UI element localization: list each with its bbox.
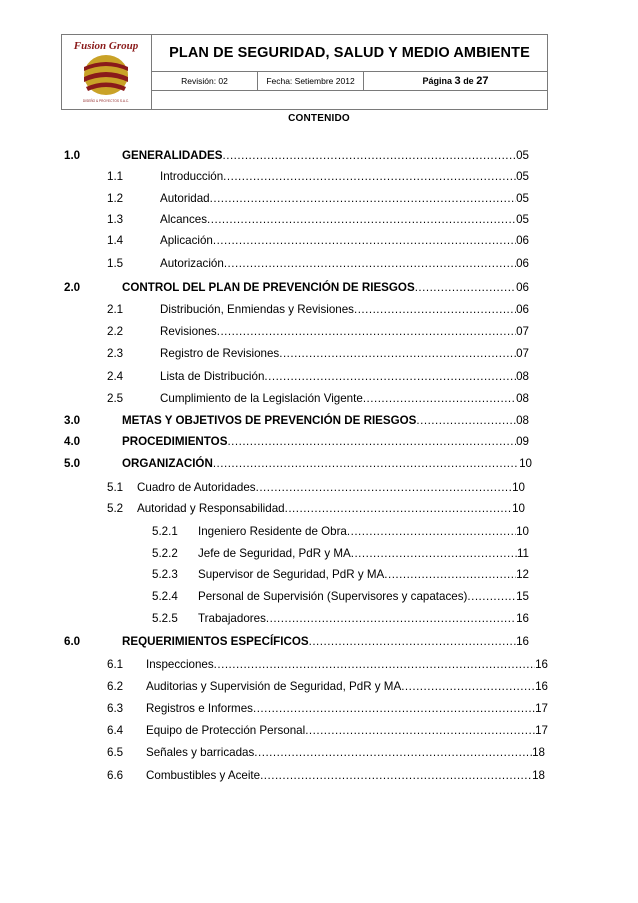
toc-entry: [0, 369, 638, 385]
toc-entry: [0, 524, 638, 540]
toc-entry-line: [198, 524, 529, 540]
toc-entry: [0, 567, 638, 583]
toc-entry-title: Autoridad: [160, 192, 210, 205]
toc-entry-title: Autoridad y Responsabilidad: [137, 502, 285, 515]
toc-entry-title: Alcances: [160, 213, 208, 226]
toc-entry-title: Combustibles y Aceite: [146, 769, 261, 782]
toc-entry-line: [198, 589, 529, 605]
toc-entry: [0, 546, 638, 562]
toc-entry: [0, 611, 638, 627]
toc-dot-leader: [347, 524, 516, 540]
page-number: 3: [454, 75, 461, 87]
toc-dot-leader: [416, 413, 516, 429]
toc-dot-leader: [223, 148, 517, 164]
toc-entry-line: [137, 501, 525, 517]
toc-entry-line: [198, 611, 529, 627]
toc-entry-page: 10: [512, 502, 525, 515]
toc-entry-title: Cumplimiento de la Legislación Vigente: [160, 392, 363, 405]
toc-entry: [0, 679, 638, 695]
toc-dot-leader: [351, 546, 517, 562]
toc-entry-line: [146, 768, 545, 784]
toc-entry-line: [160, 191, 529, 207]
toc-entry-line: [122, 148, 529, 164]
toc-entry-title: Lista de Distribución: [160, 370, 265, 383]
toc-entry-title: Trabajadores: [198, 612, 266, 625]
toc-entry-line: [160, 302, 529, 318]
header-meta-row: [152, 72, 547, 91]
toc-entry-title: Inspecciones: [146, 658, 214, 671]
page-label: Página: [422, 76, 453, 86]
toc-entry-line: [122, 456, 532, 472]
toc-entry-page: 08: [516, 370, 529, 383]
toc-dot-leader: [224, 256, 516, 272]
toc-entry-page: 10: [512, 481, 525, 494]
toc-entry-title: PROCEDIMIENTOS: [122, 435, 228, 448]
toc-entry-page: 10: [519, 457, 532, 470]
toc-dot-leader: [253, 701, 535, 717]
toc-entry-page: 16: [516, 612, 529, 625]
toc-dot-leader: [254, 745, 532, 761]
toc-dot-leader: [415, 280, 516, 296]
toc-entry-number: 6.1: [107, 658, 124, 671]
toc-entry: [0, 391, 638, 407]
toc-entry-title: Supervisor de Seguridad, PdR y MA: [198, 568, 385, 581]
toc-entry: [0, 324, 638, 340]
toc-entry-page: 17: [535, 724, 548, 737]
toc-entry-title: Autorización: [160, 257, 224, 270]
toc-entry-page: 06: [516, 303, 529, 316]
toc-entry: [0, 346, 638, 362]
toc-entry-number: 3.0: [64, 414, 81, 427]
toc-entry-page: 16: [535, 680, 548, 693]
toc-entry-title: Jefe de Seguridad, PdR y MA: [198, 547, 351, 560]
toc-entry-page: 18: [532, 769, 545, 782]
toc-entry-page: 17: [535, 702, 548, 715]
toc-dot-leader: [384, 567, 516, 583]
toc-entry-line: [160, 324, 529, 340]
toc-entry-number: 6.3: [107, 702, 124, 715]
toc-entry-number: 1.1: [107, 170, 124, 183]
toc-entry-title: GENERALIDADES: [122, 149, 223, 162]
toc-entry-page: 16: [516, 635, 529, 648]
toc-entry-page: 16: [535, 658, 548, 671]
toc-entry-page: 06: [516, 234, 529, 247]
toc-dot-leader: [266, 611, 516, 627]
toc-entry-number: 2.3: [107, 347, 124, 360]
toc-entry: [0, 169, 638, 185]
toc-entry-number: 5.2.2: [152, 547, 178, 560]
toc-entry-number: 6.6: [107, 769, 124, 782]
toc-dot-leader: [223, 169, 516, 185]
toc-entry-line: [160, 256, 529, 272]
toc-dot-leader: [214, 657, 535, 673]
document-header: [61, 34, 548, 110]
toc-entry-number: 5.2.4: [152, 590, 178, 603]
toc-dot-leader: [256, 480, 512, 496]
toc-entry-page: 08: [516, 414, 529, 427]
date-label: Fecha: Setiembre 2012: [258, 72, 364, 90]
toc-entry-line: [122, 634, 529, 650]
toc-entry: [0, 256, 638, 272]
toc-entry-line: [160, 169, 529, 185]
toc-entry-title: Cuadro de Autoridades: [137, 481, 256, 494]
toc-entry-line: [198, 546, 529, 562]
toc-dot-leader: [401, 679, 535, 695]
toc-entry-page: 15: [516, 590, 529, 603]
toc-entry: [0, 233, 638, 249]
toc-entry-line: [160, 369, 529, 385]
toc-entry-number: 5.2.1: [152, 525, 178, 538]
toc-entry-line: [146, 723, 548, 739]
toc-entry-line: [146, 701, 548, 717]
toc-entry-line: [122, 280, 529, 296]
toc-entry: [0, 456, 638, 472]
toc-dot-leader: [467, 589, 516, 605]
toc-entry-page: 05: [516, 192, 529, 205]
toc-entry-page: 10: [516, 525, 529, 538]
toc-entry-line: [160, 346, 529, 362]
toc-entry-title: Distribución, Enmiendas y Revisiones: [160, 303, 354, 316]
toc-entry: [0, 480, 638, 496]
toc-entry-title: Auditorias y Supervisión de Seguridad, PdR y MA: [146, 680, 402, 693]
toc-entry-title: Ingeniero Residente de Obra: [198, 525, 347, 538]
toc-entry-number: 2.4: [107, 370, 124, 383]
toc-entry-number: 2.2: [107, 325, 124, 338]
fusion-group-logo-icon: [62, 35, 150, 109]
toc-entry-number: 1.2: [107, 192, 124, 205]
toc-entry: [0, 212, 638, 228]
toc-entry-page: 05: [516, 149, 529, 162]
toc-entry-number: 5.2.5: [152, 612, 178, 625]
toc-dot-leader: [363, 391, 516, 407]
toc-entry: [0, 589, 638, 605]
toc-entry-title: Aplicación: [160, 234, 213, 247]
toc-dot-leader: [227, 434, 516, 450]
toc-entry-title: Equipo de Protección Personal: [146, 724, 306, 737]
toc-entry-title: ORGANIZACIÓN: [122, 457, 213, 470]
toc-entry-number: 1.3: [107, 213, 124, 226]
toc-entry-page: 18: [532, 746, 545, 759]
toc-entry: [0, 191, 638, 207]
toc-entry-line: [137, 480, 525, 496]
toc-entry: [0, 434, 638, 450]
toc-dot-leader: [305, 723, 535, 739]
revision-label: Revisión: 02: [152, 72, 258, 90]
toc-entry-number: 2.0: [64, 281, 81, 294]
toc-entry-title: Personal de Supervisión (Supervisores y capataces): [198, 590, 468, 603]
toc-entry-line: [146, 679, 548, 695]
toc-entry-number: 4.0: [64, 435, 81, 448]
toc-entry-page: 07: [516, 347, 529, 360]
toc-dot-leader: [285, 501, 512, 517]
svg-text:Fusion Group: Fusion Group: [73, 40, 139, 52]
toc-entry-title: Registros e Informes: [146, 702, 253, 715]
toc-entry-page: 11: [516, 547, 529, 560]
toc-entry-number: 5.1: [107, 481, 124, 494]
contents-heading: CONTENIDO: [288, 113, 350, 124]
toc-dot-leader: [264, 369, 516, 385]
toc-entry-number: 5.2.3: [152, 568, 178, 581]
toc-entry-line: [146, 657, 548, 673]
toc-entry-line: [146, 745, 545, 761]
document-title: PLAN DE SEGURIDAD, SALUD Y MEDIO AMBIENTE: [152, 35, 547, 72]
header-blank-row: [152, 91, 547, 109]
toc-entry-title: CONTROL DEL PLAN DE PREVENCIÓN DE RIESGOS: [122, 281, 415, 294]
toc-entry: [0, 148, 638, 164]
toc-dot-leader: [309, 634, 516, 650]
toc-entry-title: Señales y barricadas: [146, 746, 255, 759]
toc-dot-leader: [207, 212, 516, 228]
toc-entry-title: REQUERIMIENTOS ESPECÍFICOS: [122, 635, 309, 648]
toc-entry-number: 6.2: [107, 680, 124, 693]
toc-entry-title: Introducción: [160, 170, 224, 183]
toc-entry-number: 1.0: [64, 149, 81, 162]
toc-entry: [0, 413, 638, 429]
toc-entry-page: 12: [516, 568, 529, 581]
toc-dot-leader: [213, 456, 519, 472]
logo: [62, 35, 152, 109]
toc-entry-page: 06: [516, 257, 529, 270]
toc-entry-line: [160, 391, 529, 407]
toc-entry: [0, 657, 638, 673]
toc-entry-title: Registro de Revisiones: [160, 347, 280, 360]
toc-entry-number: 2.1: [107, 303, 124, 316]
toc-entry: [0, 745, 638, 761]
toc-dot-leader: [279, 346, 516, 362]
toc-entry-line: [198, 567, 529, 583]
toc-entry-number: 6.0: [64, 635, 81, 648]
toc-entry-page: 09: [516, 435, 529, 448]
page-total: 27: [476, 75, 489, 87]
toc-dot-leader: [217, 324, 516, 340]
svg-text:DISEÑO & PROYECTOS S.A.C.: DISEÑO & PROYECTOS S.A.C.: [82, 99, 130, 103]
toc-entry: [0, 280, 638, 296]
toc-entry: [0, 768, 638, 784]
toc-entry-number: 5.0: [64, 457, 81, 470]
toc-entry-number: 1.5: [107, 257, 124, 270]
toc-entry-page: 05: [516, 213, 529, 226]
toc-entry-title: METAS Y OBJETIVOS DE PREVENCIÓN DE RIESGOS: [122, 414, 417, 427]
toc-entry-number: 6.5: [107, 746, 124, 759]
toc-entry-title: Revisiones: [160, 325, 217, 338]
toc-entry-page: 05: [516, 170, 529, 183]
toc-entry-number: 5.2: [107, 502, 124, 515]
page-of-label: de: [463, 76, 474, 86]
toc-entry-line: [122, 413, 529, 429]
toc-dot-leader: [354, 302, 516, 318]
toc-entry-line: [122, 434, 529, 450]
toc-dot-leader: [213, 233, 516, 249]
toc-entry: [0, 701, 638, 717]
toc-dot-leader: [260, 768, 532, 784]
toc-entry-page: 08: [516, 392, 529, 405]
toc-entry: [0, 501, 638, 517]
toc-entry-number: 2.5: [107, 392, 124, 405]
toc-entry: [0, 302, 638, 318]
page-indicator: [364, 72, 547, 90]
toc-entry: [0, 634, 638, 650]
toc-entry-line: [160, 212, 529, 228]
toc-entry: [0, 723, 638, 739]
toc-entry-line: [160, 233, 529, 249]
toc-entry-page: 06: [516, 281, 529, 294]
toc-entry-number: 6.4: [107, 724, 124, 737]
toc-entry-number: 1.4: [107, 234, 124, 247]
toc-entry-page: 07: [516, 325, 529, 338]
toc-dot-leader: [210, 191, 516, 207]
